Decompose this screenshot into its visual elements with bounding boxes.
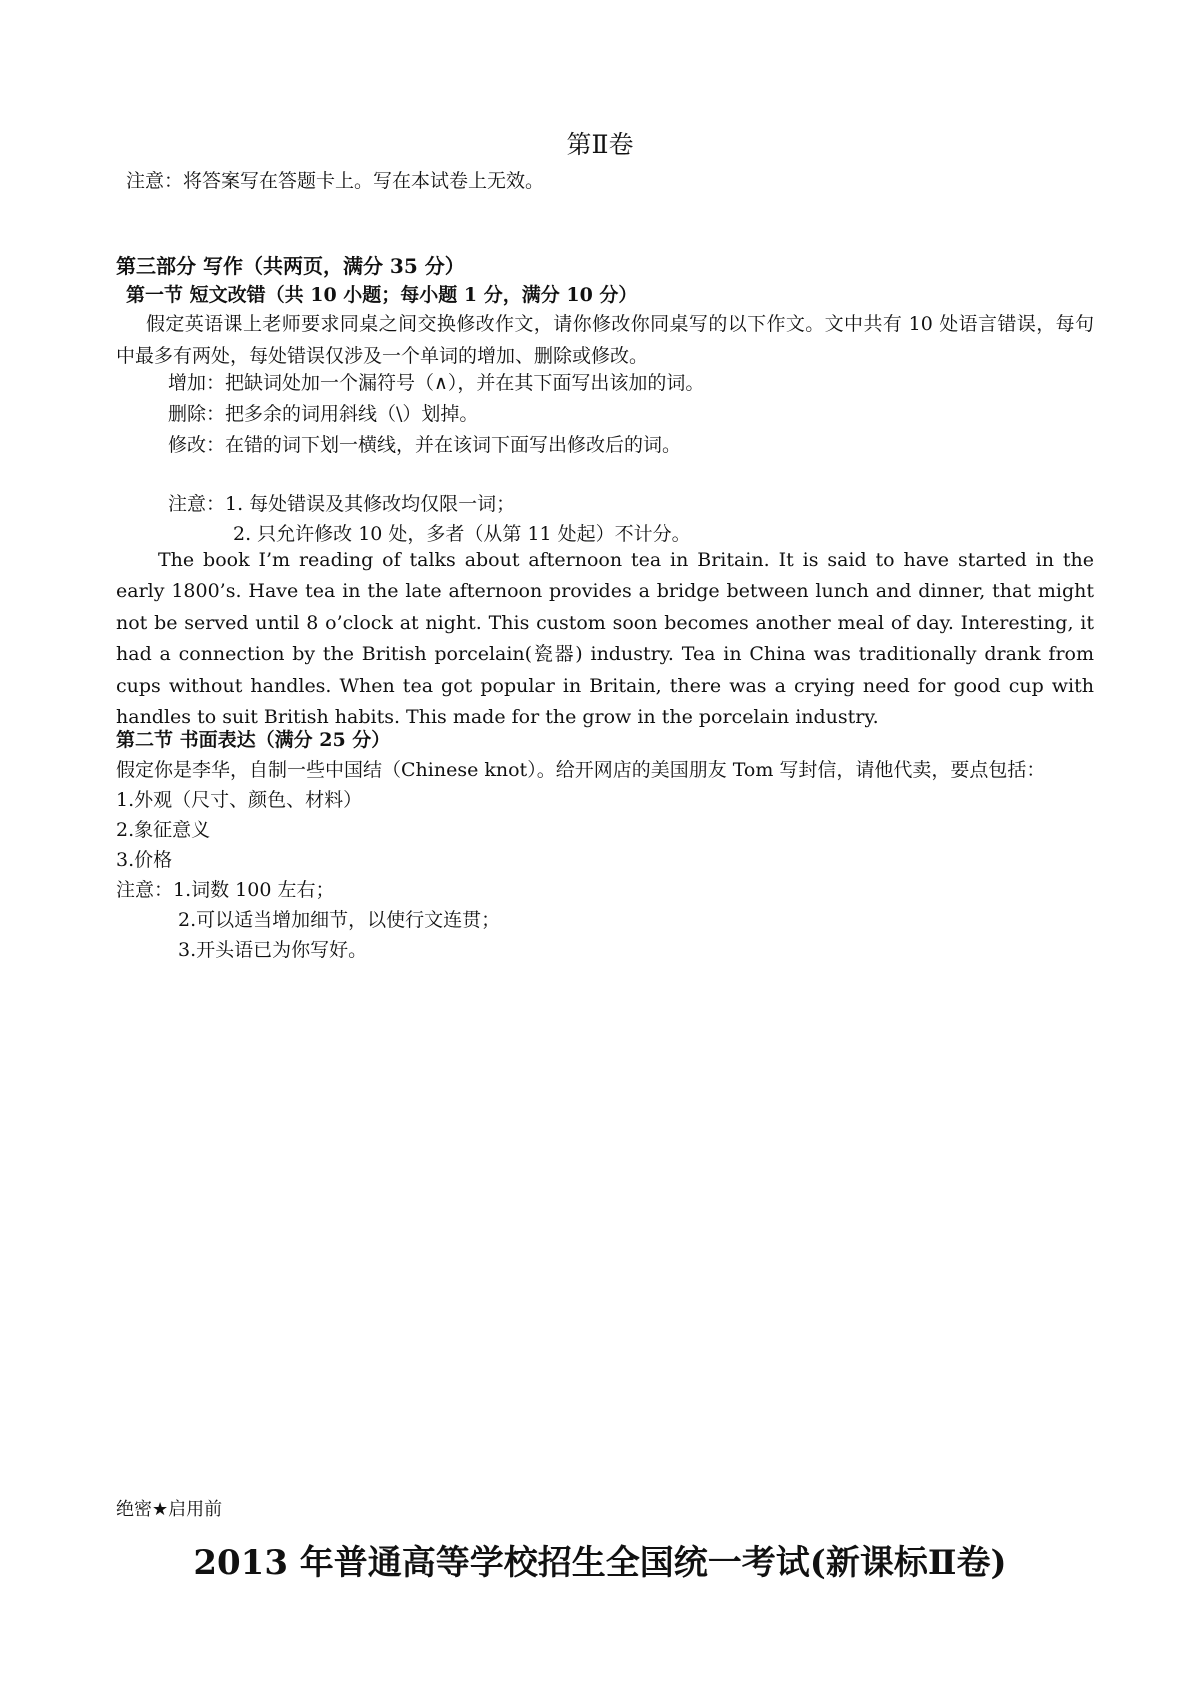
section1-instructions: 假定英语课上老师要求同桌之间交换修改作文，请你修改你同桌写的以下作文。文中共有 10 处语言错误，每句中最多有两处，每处错误仅涉及一个单词的增加、删除或修改。 (116, 313, 1094, 367)
confidential-label: 绝密★启用前 (116, 1499, 223, 1520)
section2-heading: 第二节 书面表达（满分 25 分） (116, 729, 391, 751)
error-correction-passage: The book I’m reading of talks about afternoon tea in Britain. It is said to have started in the early 1800’s. Have tea in the late afternoon provides a bridge between lunch and dinner, that might not be served until 8 o’clock at night. This custom soon becomes another meal of day. Interesting, it had a connection by the British porcelain(瓷器) industry. Tea in China was traditionally drank from cups without handles. When tea got popular in Britain, there was a crying need for good cup with handles to suit British habits. This made for the grow in the porcelain industry. (116, 549, 1094, 729)
section2-note-2: 2.可以适当增加细节，以使行文连贯； (178, 909, 501, 931)
delete-rule: 删除：把多余的词用斜线（\）划掉。 (168, 403, 479, 425)
add-rule: 增加：把缺词处加一个漏符号（∧），并在其下面写出该加的词。 (168, 372, 705, 394)
part3-heading: 第三部分 写作（共两页，满分 35 分） (116, 254, 465, 278)
section2-note-3: 3.开头语已为你写好。 (178, 939, 368, 961)
section2-point-2: 2.象征意义 (116, 819, 211, 841)
section1-heading: 第一节 短文改错（共 10 小题；每小题 1 分，满分 10 分） (126, 284, 638, 306)
section2-point-3: 3.价格 (116, 849, 173, 871)
section2-prompt: 假定你是李华，自制一些中国结（Chinese knot）。给开网店的美国朋友 Tom 写封信，请他代卖，要点包括： (116, 759, 1046, 781)
exam-title: 2013 年普通高等学校招生全国统一考试(新课标Ⅱ卷) (193, 1543, 1007, 1583)
section1-note-1: 注意：1. 每处错误及其修改均仅限一词； (168, 493, 516, 515)
volume-title: 第Ⅱ卷 (566, 130, 634, 159)
section2-note-1: 注意：1.词数 100 左右； (116, 879, 335, 901)
section1-note-2: 2. 只允许修改 10 处，多者（从第 11 处起）不计分。 (233, 523, 691, 545)
answer-notice: 注意：将答案写在答题卡上。写在本试卷上无效。 (126, 170, 545, 192)
modify-rule: 修改：在错的词下划一横线，并在该词下面写出修改后的词。 (168, 434, 682, 456)
section2-point-1: 1.外观（尺寸、颜色、材料） (116, 789, 363, 811)
